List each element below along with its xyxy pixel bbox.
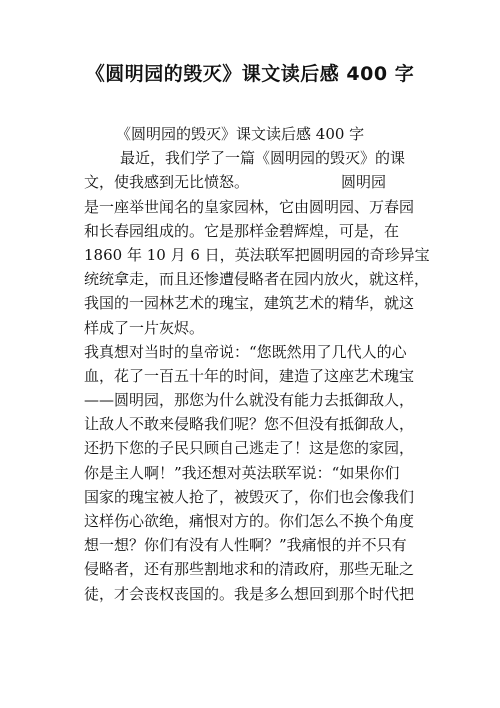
document-body bbox=[84, 122, 430, 606]
paragraph-line: 样成了一片灰烬。 bbox=[84, 318, 205, 337]
subtitle-line: 《圆明园的毁灭》课文读后感 400 字 bbox=[116, 125, 365, 143]
document-title: 《圆明园的毁灭》课文读后感 400 字 bbox=[85, 63, 415, 85]
paragraph-line: 我真想对当时的皇帝说：“您既然用了几代人的心 bbox=[84, 342, 407, 361]
paragraph-line: 最近，我们学了一篇《圆明园的毁灭》的课 bbox=[120, 149, 406, 168]
paragraph-line: 想一想？你们有没有人性啊？”我痛恨的并不只有 bbox=[84, 536, 407, 555]
paragraph-line: ——圆明园，那您为什么就没有能力去抵御敌人， bbox=[84, 391, 415, 410]
paragraph-line: 统统拿走，而且还惨遭侵略者在园内放火，就这样， bbox=[84, 270, 430, 289]
paragraph-line: 血，花了一百五十年的时间，建造了这座艺术瑰宝 bbox=[84, 366, 415, 385]
paragraph-line: 是一座举世闻名的皇家园林，它由圆明园、万春园 bbox=[84, 197, 415, 216]
paragraph-line: 和长春园组成的。它是那样金碧辉煌，可是，在 bbox=[84, 221, 400, 240]
paragraph-line: 我国的一园林艺术的瑰宝，建筑艺术的精华，就这 bbox=[84, 294, 415, 313]
paragraph-line bbox=[84, 170, 424, 194]
paragraph-line: 让敌人不敢来侵略我们呢？您不但没有抵御敌人， bbox=[84, 415, 415, 434]
paragraph-text: 文，使我感到无比愤怒。 bbox=[84, 173, 250, 192]
paragraph-line: 还扔下您的子民只顾自己逃走了！这是您的家园， bbox=[84, 439, 415, 458]
paragraph-line: 徒，才会丧权丧国的。我是多么想回到那个时代把 bbox=[84, 584, 415, 603]
paragraph-line: 1860 年 10 月 6 日，英法联军把圆明园的奇珍异宝 bbox=[84, 245, 430, 264]
paragraph-line: 这样伤心欲绝，痛恨对方的。你们怎么不换个角度 bbox=[84, 512, 415, 530]
paragraph-text: 圆明园 bbox=[341, 173, 387, 192]
paragraph-line: 你是主人啊！”我还想对英法联军说：“如果你们 bbox=[84, 463, 400, 482]
paragraph-line: 国家的瑰宝被人抢了，被毁灭了，你们也会像我们 bbox=[84, 487, 415, 506]
paragraph-line: 侵略者，还有那些割地求和的清政府，那些无耻之 bbox=[84, 560, 415, 579]
